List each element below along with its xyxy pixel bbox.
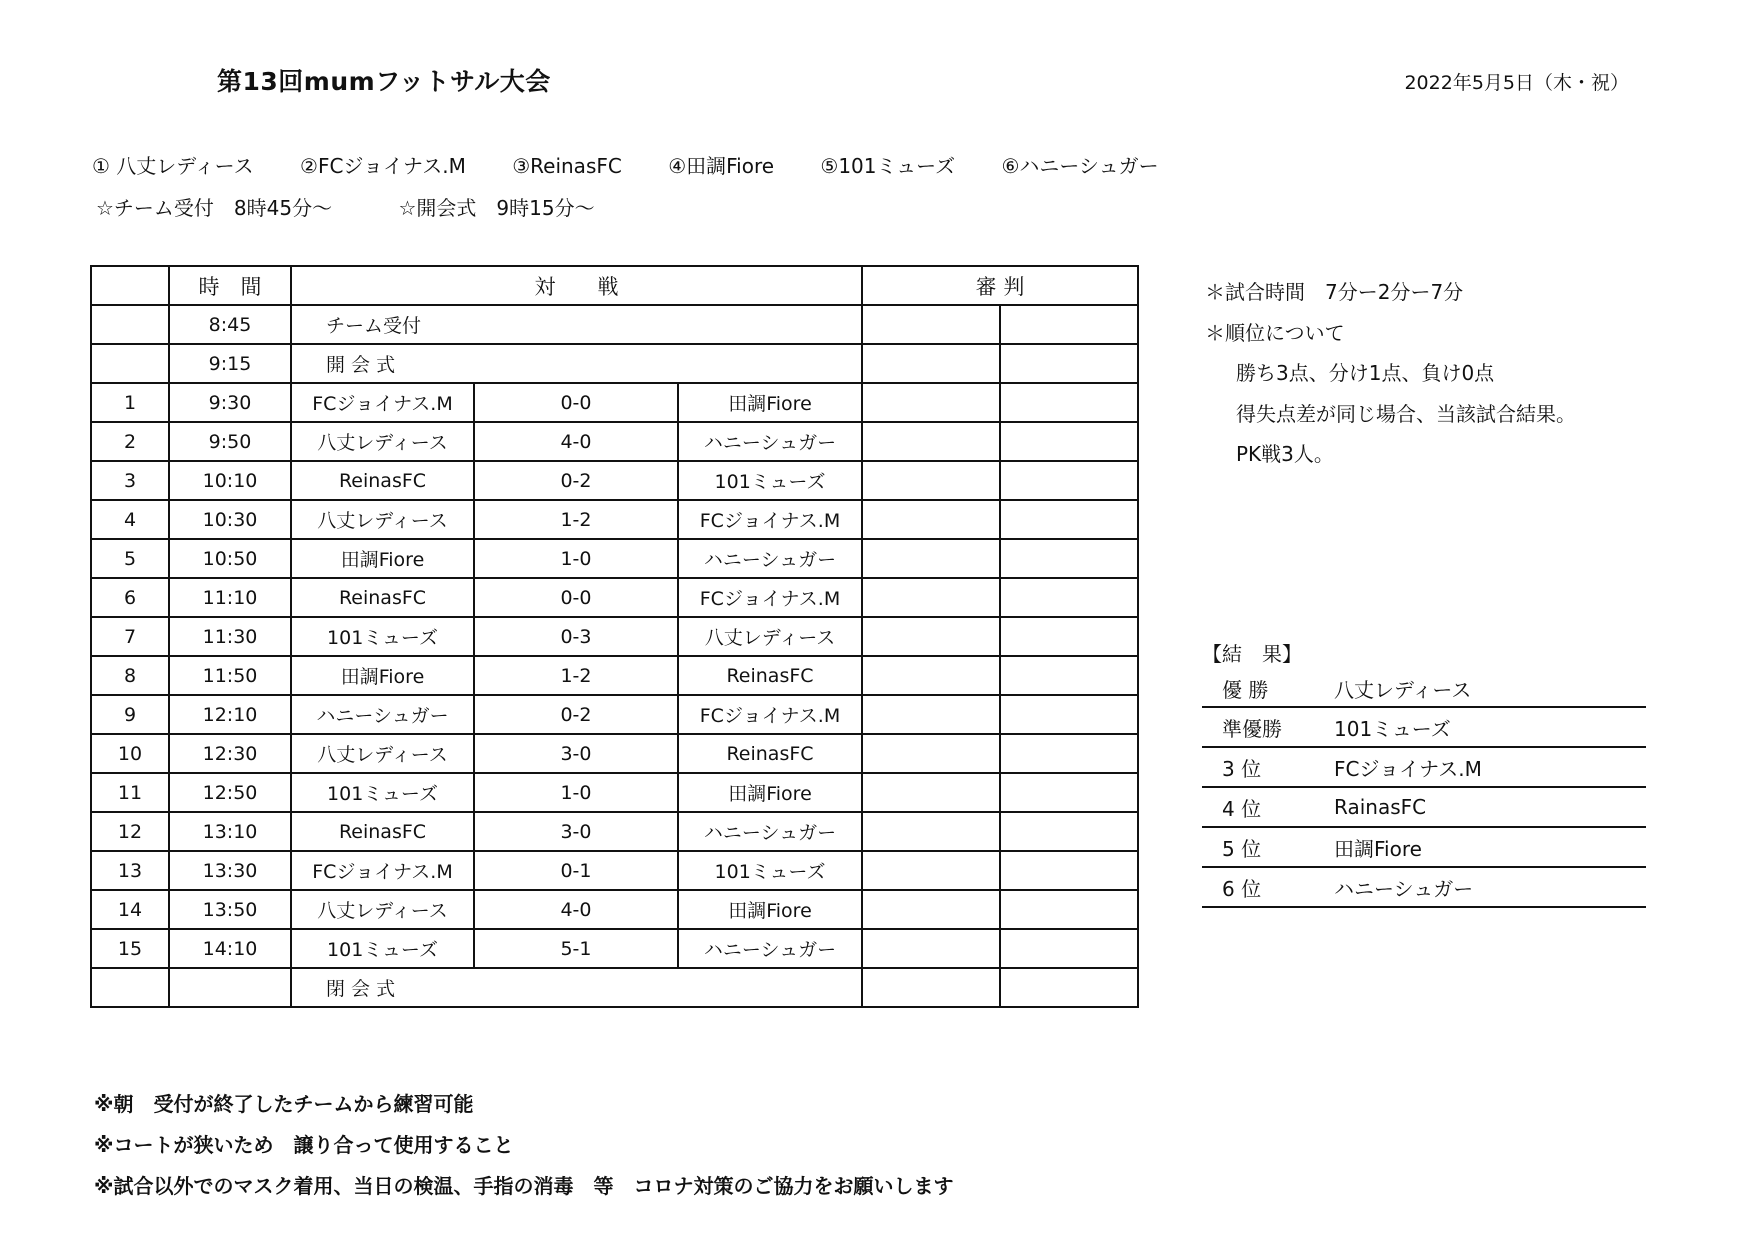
match-row xyxy=(91,812,1138,851)
cell-referee xyxy=(862,929,1000,968)
cell-time: 12:10 xyxy=(169,695,291,734)
result-place: 4 位 xyxy=(1202,787,1334,827)
cell-home-team: FCジョイナス.M xyxy=(291,851,474,890)
cell-time xyxy=(169,968,291,1007)
cell-referee xyxy=(1000,851,1138,890)
cell-referee xyxy=(1000,305,1138,344)
cell-away-team: 田調Fiore xyxy=(678,773,862,812)
cell-home-team: 田調Fiore xyxy=(291,539,474,578)
cell-no: 9 xyxy=(91,695,169,734)
cell-time: 9:50 xyxy=(169,422,291,461)
cell-away-team: 田調Fiore xyxy=(678,383,862,422)
cell-referee xyxy=(1000,734,1138,773)
cell-referee xyxy=(862,695,1000,734)
cell-time: 11:50 xyxy=(169,656,291,695)
results-heading: 【結 果】 xyxy=(1202,642,1302,666)
cell-score: 4-0 xyxy=(474,422,678,461)
cell-referee xyxy=(1000,500,1138,539)
match-row xyxy=(91,929,1138,968)
result-place: 優 勝 xyxy=(1202,670,1334,707)
cell-referee xyxy=(1000,578,1138,617)
cell-referee xyxy=(1000,461,1138,500)
cell-home-team: 田調Fiore xyxy=(291,656,474,695)
cell-home-team: 八丈レディース xyxy=(291,890,474,929)
result-team: RainasFC xyxy=(1334,787,1646,827)
team-entry: ②FCジョイナス.M xyxy=(300,154,466,178)
cell-home-team: ReinasFC xyxy=(291,461,474,500)
cell-no: 12 xyxy=(91,812,169,851)
cell-home-team: 101ミューズ xyxy=(291,773,474,812)
cell-time: 11:30 xyxy=(169,617,291,656)
cell-home-team: 101ミューズ xyxy=(291,617,474,656)
cell-referee xyxy=(1000,617,1138,656)
cell-no xyxy=(91,305,169,344)
cell-referee xyxy=(1000,695,1138,734)
cell-referee xyxy=(1000,422,1138,461)
cell-no: 13 xyxy=(91,851,169,890)
cell-no: 14 xyxy=(91,890,169,929)
cell-away-team: ハニーシュガー xyxy=(678,929,862,968)
result-row xyxy=(1202,707,1646,747)
cell-away-team: FCジョイナス.M xyxy=(678,695,862,734)
cell-score: 0-1 xyxy=(474,851,678,890)
cell-away-team: 101ミューズ xyxy=(678,851,862,890)
cell-time: 10:10 xyxy=(169,461,291,500)
cell-referee xyxy=(862,617,1000,656)
rules-block xyxy=(1205,272,1576,475)
cell-away-team: 田調Fiore xyxy=(678,890,862,929)
cell-score: 0-0 xyxy=(474,578,678,617)
result-team: ハニーシュガー xyxy=(1334,867,1646,907)
schedule-header-row xyxy=(91,266,1138,305)
match-row xyxy=(91,851,1138,890)
match-row xyxy=(91,578,1138,617)
result-row xyxy=(1202,670,1646,707)
team-entry: ① 八丈レディース xyxy=(92,154,254,178)
cell-time: 13:10 xyxy=(169,812,291,851)
cell-referee xyxy=(862,305,1000,344)
reception-info xyxy=(96,192,655,221)
rule-line: ＊順位について xyxy=(1205,320,1345,345)
cell-no: 3 xyxy=(91,461,169,500)
team-entry: ⑤101ミューズ xyxy=(820,154,956,178)
result-row xyxy=(1202,747,1646,787)
result-team: 八丈レディース xyxy=(1334,670,1646,707)
cell-score: 5-1 xyxy=(474,929,678,968)
cell-away-team: ハニーシュガー xyxy=(678,812,862,851)
cell-referee xyxy=(1000,890,1138,929)
cell-time: 9:15 xyxy=(169,344,291,383)
header-referee: 審 判 xyxy=(862,266,1138,305)
team-entry: ③ReinasFC xyxy=(512,154,622,178)
cell-away-team: ReinasFC xyxy=(678,656,862,695)
cell-away-team: FCジョイナス.M xyxy=(678,578,862,617)
match-row xyxy=(91,734,1138,773)
cell-referee xyxy=(862,734,1000,773)
note-line: ※コートが狭いため 譲り合って使用すること xyxy=(94,1133,514,1157)
cell-away-team: 101ミューズ xyxy=(678,461,862,500)
team-reception-time: ☆チーム受付 8時45分～ xyxy=(96,196,333,220)
result-team: 101ミューズ xyxy=(1334,707,1646,747)
cell-referee xyxy=(1000,968,1138,1007)
match-row xyxy=(91,383,1138,422)
cell-time: 12:50 xyxy=(169,773,291,812)
result-place: 3 位 xyxy=(1202,747,1334,787)
opening-row xyxy=(91,344,1138,383)
cell-referee xyxy=(1000,539,1138,578)
cell-referee xyxy=(862,500,1000,539)
cell-referee xyxy=(1000,812,1138,851)
cell-score: 0-2 xyxy=(474,695,678,734)
cell-referee xyxy=(862,539,1000,578)
cell-home-team: 八丈レディース xyxy=(291,734,474,773)
cell-score: 0-3 xyxy=(474,617,678,656)
cell-home-team: FCジョイナス.M xyxy=(291,383,474,422)
cell-home-team: ReinasFC xyxy=(291,578,474,617)
cell-time: 13:30 xyxy=(169,851,291,890)
cell-no: 7 xyxy=(91,617,169,656)
cell-away-team: FCジョイナス.M xyxy=(678,500,862,539)
rule-line: 勝ち3点、分け1点、負け0点 xyxy=(1236,361,1495,385)
cell-score: 0-0 xyxy=(474,383,678,422)
header-match: 対 戦 xyxy=(291,266,862,305)
cell-score: 4-0 xyxy=(474,890,678,929)
cell-away-team: ハニーシュガー xyxy=(678,422,862,461)
page-title: 第13回mumフットサル大会 xyxy=(217,67,551,96)
event-date: 2022年5月5日（木・祝） xyxy=(1404,72,1629,94)
cell-referee xyxy=(862,968,1000,1007)
cell-event: チーム受付 xyxy=(291,305,862,344)
cell-event: 開 会 式 xyxy=(291,344,862,383)
opening-ceremony-time: ☆開会式 9時15分～ xyxy=(398,196,595,220)
cell-home-team: 101ミューズ xyxy=(291,929,474,968)
cell-referee xyxy=(1000,656,1138,695)
result-team: FCジョイナス.M xyxy=(1334,747,1646,787)
cell-time: 11:10 xyxy=(169,578,291,617)
header-time: 時 間 xyxy=(169,266,291,305)
cell-referee xyxy=(1000,344,1138,383)
cell-score: 0-2 xyxy=(474,461,678,500)
cell-score: 1-0 xyxy=(474,773,678,812)
cell-away-team: 八丈レディース xyxy=(678,617,862,656)
closing-row xyxy=(91,968,1138,1007)
cell-time: 13:50 xyxy=(169,890,291,929)
match-row xyxy=(91,461,1138,500)
cell-away-team: ReinasFC xyxy=(678,734,862,773)
cell-no: 5 xyxy=(91,539,169,578)
cell-referee xyxy=(862,383,1000,422)
match-row xyxy=(91,695,1138,734)
schedule-table xyxy=(90,265,1139,1008)
team-entry: ⑥ハニーシュガー xyxy=(1001,154,1159,178)
cell-no: 8 xyxy=(91,656,169,695)
cell-referee xyxy=(1000,383,1138,422)
cell-referee xyxy=(862,851,1000,890)
cell-home-team: ハニーシュガー xyxy=(291,695,474,734)
cell-no xyxy=(91,344,169,383)
note-line: ※試合以外でのマスク着用、当日の検温、手指の消毒 等 コロナ対策のご協力をお願いします xyxy=(94,1174,954,1198)
cell-referee xyxy=(862,344,1000,383)
cell-home-team: ReinasFC xyxy=(291,812,474,851)
match-row xyxy=(91,617,1138,656)
match-row xyxy=(91,773,1138,812)
cell-referee xyxy=(862,578,1000,617)
cell-no: 1 xyxy=(91,383,169,422)
cell-home-team: 八丈レディース xyxy=(291,422,474,461)
cell-score: 1-2 xyxy=(474,656,678,695)
cell-time: 9:30 xyxy=(169,383,291,422)
match-row xyxy=(91,422,1138,461)
cell-no xyxy=(91,968,169,1007)
cell-referee xyxy=(862,812,1000,851)
result-row xyxy=(1202,787,1646,827)
header-no xyxy=(91,266,169,305)
cell-referee xyxy=(862,773,1000,812)
cell-no: 11 xyxy=(91,773,169,812)
result-place: 準優勝 xyxy=(1202,707,1334,747)
team-list xyxy=(92,150,1199,179)
cell-no: 6 xyxy=(91,578,169,617)
match-row xyxy=(91,656,1138,695)
cell-away-team: ハニーシュガー xyxy=(678,539,862,578)
cell-time: 10:50 xyxy=(169,539,291,578)
result-row xyxy=(1202,867,1646,907)
cell-referee xyxy=(1000,773,1138,812)
cell-no: 4 xyxy=(91,500,169,539)
result-team: 田調Fiore xyxy=(1334,827,1646,867)
match-row xyxy=(91,539,1138,578)
cell-home-team: 八丈レディース xyxy=(291,500,474,539)
cell-referee xyxy=(862,890,1000,929)
cell-referee xyxy=(1000,929,1138,968)
cell-score: 3-0 xyxy=(474,812,678,851)
reception-row xyxy=(91,305,1138,344)
rule-line: ＊試合時間 7分ー2分ー7分 xyxy=(1205,280,1464,304)
cell-score: 3-0 xyxy=(474,734,678,773)
results-table xyxy=(1202,670,1646,908)
cell-score: 1-2 xyxy=(474,500,678,539)
cell-time: 14:10 xyxy=(169,929,291,968)
cell-no: 10 xyxy=(91,734,169,773)
cell-time: 10:30 xyxy=(169,500,291,539)
result-place: 6 位 xyxy=(1202,867,1334,907)
cell-referee xyxy=(862,461,1000,500)
cell-referee xyxy=(862,656,1000,695)
cell-no: 15 xyxy=(91,929,169,968)
match-row xyxy=(91,890,1138,929)
cell-event: 閉 会 式 xyxy=(291,968,862,1007)
rule-line: 得失点差が同じ場合、当該試合結果。 xyxy=(1236,401,1576,426)
match-row xyxy=(91,500,1138,539)
team-entry: ④田調Fiore xyxy=(668,154,775,178)
cell-referee xyxy=(862,422,1000,461)
note-line: ※朝 受付が終了したチームから練習可能 xyxy=(94,1092,474,1116)
cell-score: 1-0 xyxy=(474,539,678,578)
result-place: 5 位 xyxy=(1202,827,1334,867)
notes-block xyxy=(94,1084,953,1207)
result-row xyxy=(1202,827,1646,867)
cell-time: 12:30 xyxy=(169,734,291,773)
cell-time: 8:45 xyxy=(169,305,291,344)
rule-line: PK戦3人。 xyxy=(1236,442,1334,466)
cell-no: 2 xyxy=(91,422,169,461)
